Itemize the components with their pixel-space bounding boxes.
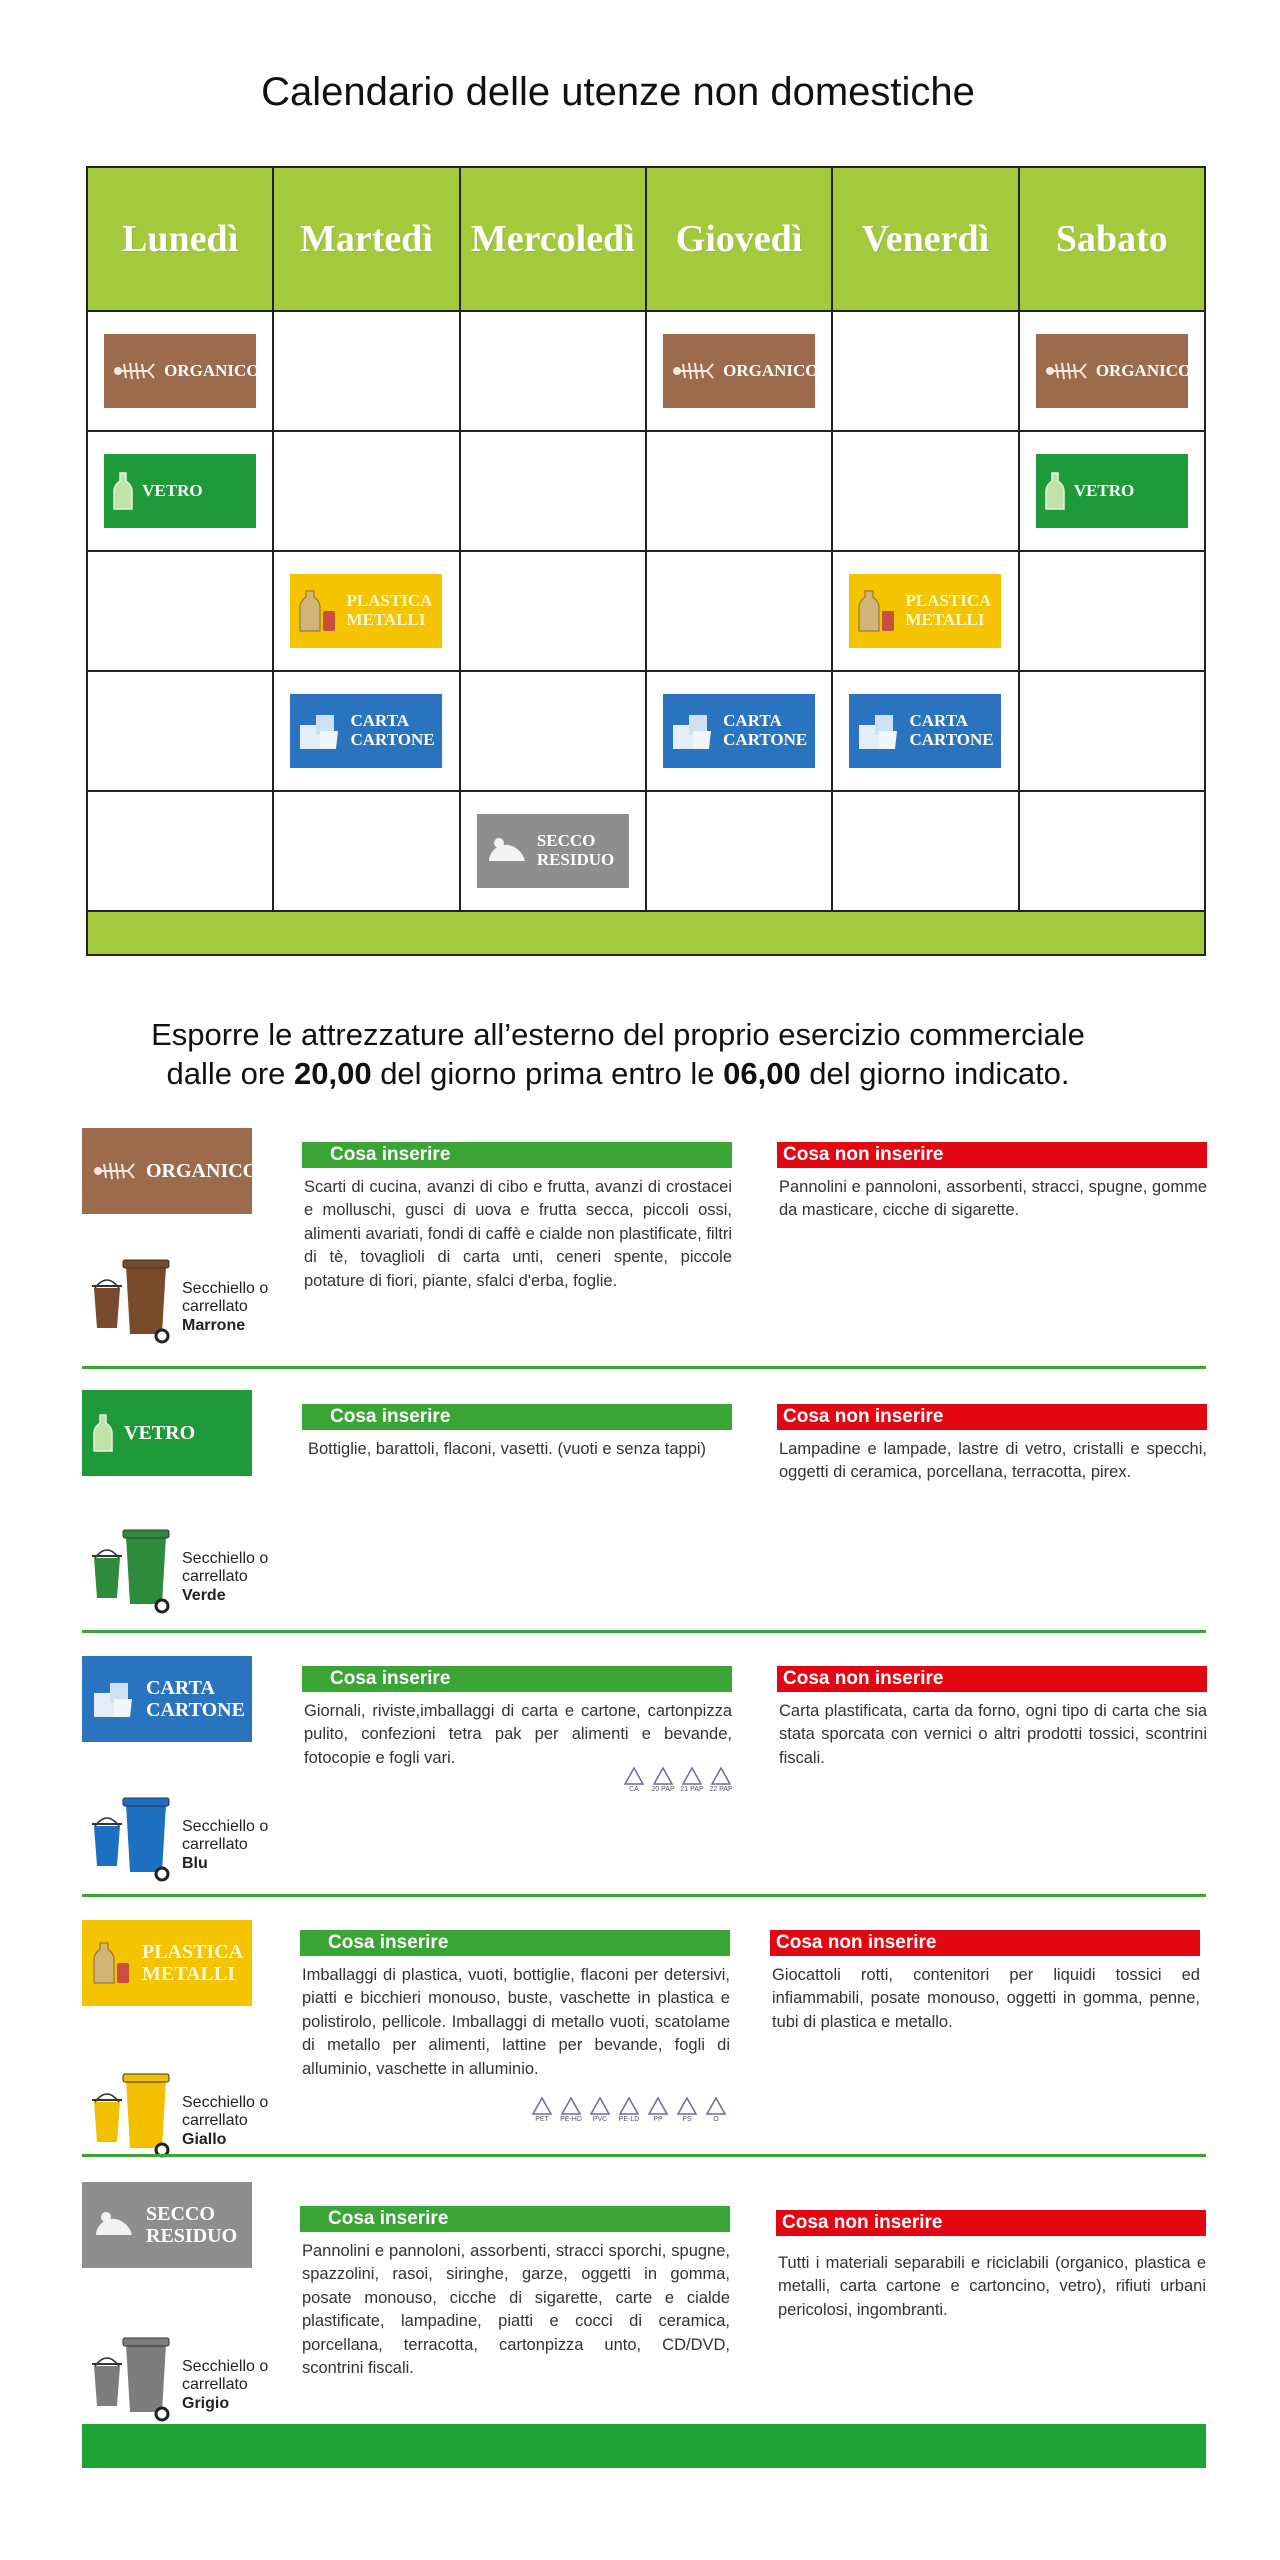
section-divider (82, 1630, 1206, 1633)
fishbone-icon (112, 356, 156, 386)
time-to: 06,00 (723, 1055, 801, 1091)
calendar-cell (832, 311, 1018, 431)
recycle-triangle-icon (560, 2096, 582, 2116)
calendar-cell (646, 431, 832, 551)
calendar-cell (832, 551, 1018, 671)
cosa-non-inserire-text: Lampadine e lampade, lastre di vetro, cristalli e specchi, oggetti di ceramica, porcellana, terracotta, pirex. (779, 1440, 1207, 1482)
day-header-thursday: Giovedì (646, 167, 832, 311)
cosa-inserire-text: Imballaggi di plastica, vuoti, bottiglie, flaconi per detersivi, piatti e bicchieri monouso, buste, vaschette in plastica e polistirolo, pellicole. Imballaggi di metallo vuoti, scatolame di metallo per alimenti, lattine per bevande, fogli di alluminio, vaschette in alluminio. (302, 1966, 730, 2078)
calendar-cell (87, 791, 273, 911)
organico-badge (104, 334, 260, 408)
paper-boxes-icon (857, 711, 901, 751)
cosa-non-inserire-heading: Cosa non inserire (777, 1666, 1207, 1692)
badge-label: PLASTICA METALLI (346, 591, 433, 629)
calendar-cell (273, 671, 459, 791)
col-cosa-inserire (302, 1404, 732, 1461)
badge-label: SECCO RESIDUO (536, 831, 615, 869)
waste-bag-icon (92, 2209, 136, 2241)
bin-label: Secchiello o carrellato Verde (182, 1550, 269, 1604)
carta-badge (82, 1656, 252, 1742)
recycling-symbol: 20 PAP (651, 1766, 675, 1793)
recycle-triangle-icon (623, 1766, 645, 1786)
recycle-triangle-icon (676, 2096, 698, 2116)
bin-icon-giallo (90, 2066, 269, 2158)
paper-boxes-icon (298, 711, 342, 751)
calendar-cell (832, 791, 1018, 911)
collection-calendar (86, 166, 1206, 956)
day-header-monday: Lunedì (87, 167, 273, 311)
cosa-non-inserire-heading: Cosa non inserire (777, 1404, 1207, 1430)
calendar-cell (87, 671, 273, 791)
badge-label: CARTA CARTONE (909, 711, 994, 749)
bin-label: Secchiello o carrellato Grigio (182, 2358, 269, 2412)
recycling-symbol: 21 PAP (680, 1766, 704, 1793)
waste-bag-icon (485, 835, 529, 867)
col-cosa-non-inserire (777, 1666, 1207, 1770)
plastica-badge (849, 574, 1001, 648)
bin-label: Secchiello o carrellato Blu (182, 1818, 269, 1872)
organico-badge (1036, 334, 1192, 408)
cosa-non-inserire-text: Carta plastificata, carta da forno, ogni tipo di carta che sia stata sporcata con vernici o altri prodotti tossici, scontrini fiscali. (779, 1702, 1207, 1767)
day-header-wednesday: Mercoledì (460, 167, 646, 311)
cosa-inserire-text: Giornali, riviste,imballaggi di carta e cartone, cartonpizza pulito, confezioni tetra pak per alimenti e bevande, fotocopie e fogli vari. (304, 1702, 732, 1767)
cosa-inserire-text: Pannolini e pannoloni, assorbenti, stracci sporchi, spugne, spazzolini, rasoi, siringhe, garze, oggetti in gomma, posate monouso, cicche di sigarette, carte e cialde plastificate, lampadine, piatti e cocci di ceramica, porcellana, terracotta, cartonpizza unto, CD/DVD, scontrini fiscali. (302, 2242, 730, 2378)
col-cosa-inserire (302, 1666, 732, 1770)
recycle-triangle-icon (705, 2096, 727, 2116)
calendar-cell (273, 551, 459, 671)
notice-line-1: Esporre le attrezzature all’esterno del proprio esercizio commerciale (151, 1017, 1085, 1052)
cosa-non-inserire-text: Pannolini e pannoloni, assorbenti, stracci, spugne, gomme da masticare, cicche di sigarette. (779, 1178, 1207, 1220)
day-header-tuesday: Martedì (273, 167, 459, 311)
time-from: 20,00 (294, 1055, 372, 1091)
badge-label: PLASTICA METALLI (905, 591, 992, 629)
recycle-triangle-icon (531, 2096, 553, 2116)
calendar-cell (460, 791, 646, 911)
cosa-inserire-heading: Cosa inserire (302, 1142, 732, 1168)
section-divider (82, 2154, 1206, 2157)
cosa-non-inserire-heading: Cosa non inserire (777, 1142, 1207, 1168)
bin-icon-grigio (90, 2330, 269, 2422)
badge-label: CARTA CARTONE (723, 711, 808, 749)
bin-icon-verde (90, 1522, 269, 1614)
recycling-symbol: PE-LD (617, 2096, 641, 2123)
cosa-inserire-heading: Cosa inserire (302, 1666, 732, 1692)
waste-bin-icon (90, 1790, 180, 1882)
badge-label: CARTA CARTONE (350, 711, 435, 749)
calendar-cell (273, 791, 459, 911)
exposure-notice (0, 1016, 1236, 1094)
calendar-cell (1019, 551, 1205, 671)
carta-badge (663, 694, 815, 768)
bottle-can-icon (857, 589, 897, 633)
calendar-cell (87, 431, 273, 551)
fishbone-icon (1044, 356, 1088, 386)
badge-label: ORGANICO (1095, 360, 1192, 380)
calendar-cell (646, 791, 832, 911)
carta-badge (290, 694, 442, 768)
section-divider (82, 1894, 1206, 1897)
plastica-badge (290, 574, 442, 648)
cosa-inserire-heading: Cosa inserire (300, 1930, 730, 1956)
waste-bin-icon (90, 2066, 180, 2158)
bottle-icon (112, 471, 134, 511)
paper-recycling-symbols (622, 1766, 733, 1793)
bin-icon-blu (90, 1790, 269, 1882)
col-cosa-non-inserire (777, 1142, 1207, 1223)
fishbone-icon (92, 1156, 136, 1186)
waste-bin-icon (90, 1522, 180, 1614)
organico-badge (663, 334, 819, 408)
calendar-table (86, 166, 1206, 912)
calendar-cell (460, 671, 646, 791)
calendar-cell (1019, 311, 1205, 431)
recycle-triangle-icon (589, 2096, 611, 2116)
badge-label: PLASTICA METALLI (142, 1941, 244, 1985)
col-cosa-non-inserire (776, 2210, 1206, 2322)
bin-icon-marrone (90, 1252, 269, 1344)
cosa-inserire-heading: Cosa inserire (300, 2206, 730, 2232)
calendar-cell (1019, 431, 1205, 551)
col-cosa-inserire (302, 1142, 732, 1293)
calendar-cell (460, 551, 646, 671)
calendar-cell (1019, 671, 1205, 791)
badge-label: CARTA CARTONE (146, 1677, 245, 1721)
paper-boxes-icon (671, 711, 715, 751)
recycling-symbol: 22 PAP (709, 1766, 733, 1793)
vetro-badge (104, 454, 256, 528)
footer-bar (82, 2424, 1206, 2468)
badge-label: ORGANICO (164, 360, 260, 380)
calendar-cell (273, 431, 459, 551)
bottle-can-icon (92, 1941, 132, 1985)
col-cosa-non-inserire (777, 1404, 1207, 1485)
recycling-symbol: CA (622, 1766, 646, 1793)
bottle-icon (1044, 471, 1066, 511)
notice-line-2: dalle ore 20,00 del giorno prima entro le 06,00 del giorno indicato. (166, 1055, 1070, 1091)
cosa-inserire-text: Bottiglie, barattoli, flaconi, vasetti. (vuoti e senza tappi) (308, 1440, 707, 1458)
recycle-triangle-icon (647, 2096, 669, 2116)
paper-boxes-icon (92, 1679, 136, 1719)
recycle-triangle-icon (710, 1766, 732, 1786)
badge-label: ORGANICO (723, 360, 819, 380)
vetro-badge (1036, 454, 1188, 528)
calendar-cell (646, 311, 832, 431)
recycling-symbol: PVC (588, 2096, 612, 2123)
section-divider (82, 1366, 1206, 1369)
recycling-symbol: PP (646, 2096, 670, 2123)
page-title: Calendario delle utenze non domestiche (261, 70, 975, 114)
recycling-symbol: O (704, 2096, 728, 2123)
fishbone-icon (671, 356, 715, 386)
waste-bin-icon (90, 1252, 180, 1344)
organico-badge (82, 1128, 259, 1214)
calendar-cell (832, 671, 1018, 791)
bottle-icon (92, 1413, 114, 1453)
calendar-cell (460, 311, 646, 431)
col-cosa-non-inserire (770, 1930, 1200, 2034)
cosa-inserire-heading: Cosa inserire (302, 1404, 732, 1430)
bin-label: Secchiello o carrellato Marrone (182, 1280, 269, 1334)
secco-badge (82, 2182, 252, 2268)
badge-label: VETRO (1073, 480, 1135, 500)
cosa-non-inserire-heading: Cosa non inserire (776, 2210, 1206, 2236)
day-header-saturday: Sabato (1019, 167, 1205, 311)
vetro-badge (82, 1390, 252, 1476)
calendar-cell (1019, 791, 1205, 911)
calendar-cell (87, 311, 273, 431)
cosa-inserire-text: Scarti di cucina, avanzi di cibo e frutta, avanzi di crostacei e molluschi, gusci di uova e frutta secca, piccoli ossi, alimenti avariati, fondi di caffè e cialde non plastificate, filtri di tè, tovaglioli di carta unti, ceneri spente, piccole potature di fiori, piante, sfalci d'erba, foglie. (304, 1178, 733, 1290)
recycle-triangle-icon (618, 2096, 640, 2116)
bottle-can-icon (298, 589, 338, 633)
waste-bin-icon (90, 2330, 180, 2422)
calendar-cell (460, 431, 646, 551)
cosa-non-inserire-text: Tutti i materiali separabili e riciclabili (organico, plastica e metalli, carta cartone e cartoncino, vetro), rifiuti urbani pericolosi, ingombranti. (778, 2254, 1206, 2319)
recycling-symbol: PS (675, 2096, 699, 2123)
calendar-footer-bar (86, 912, 1206, 956)
day-header-friday: Venerdì (832, 167, 1018, 311)
bin-label: Secchiello o carrellato Giallo (182, 2094, 269, 2148)
plastic-recycling-symbols (530, 2096, 728, 2123)
recycle-triangle-icon (652, 1766, 674, 1786)
calendar-cell (87, 551, 273, 671)
calendar-cell (646, 671, 832, 791)
badge-label: VETRO (124, 1422, 196, 1444)
col-cosa-inserire (300, 1930, 730, 2081)
badge-label: ORGANICO (146, 1160, 259, 1182)
recycling-symbol: PET (530, 2096, 554, 2123)
calendar-cell (273, 311, 459, 431)
recycle-triangle-icon (681, 1766, 703, 1786)
cosa-non-inserire-text: Giocattoli rotti, contenitori per liquidi tossici ed infiammabili, posate monouso, oggetti in gomma, penne, tubi di plastica e metallo. (772, 1966, 1200, 2031)
badge-label: SECCO RESIDUO (146, 2203, 238, 2247)
secco-badge (477, 814, 629, 888)
carta-badge (849, 694, 1001, 768)
recycling-symbol: PE-HD (559, 2096, 583, 2123)
calendar-cell (646, 551, 832, 671)
badge-label: VETRO (142, 480, 203, 500)
calendar-cell (832, 431, 1018, 551)
col-cosa-inserire (300, 2206, 730, 2381)
plastica-badge (82, 1920, 252, 2006)
cosa-non-inserire-heading: Cosa non inserire (770, 1930, 1200, 1956)
